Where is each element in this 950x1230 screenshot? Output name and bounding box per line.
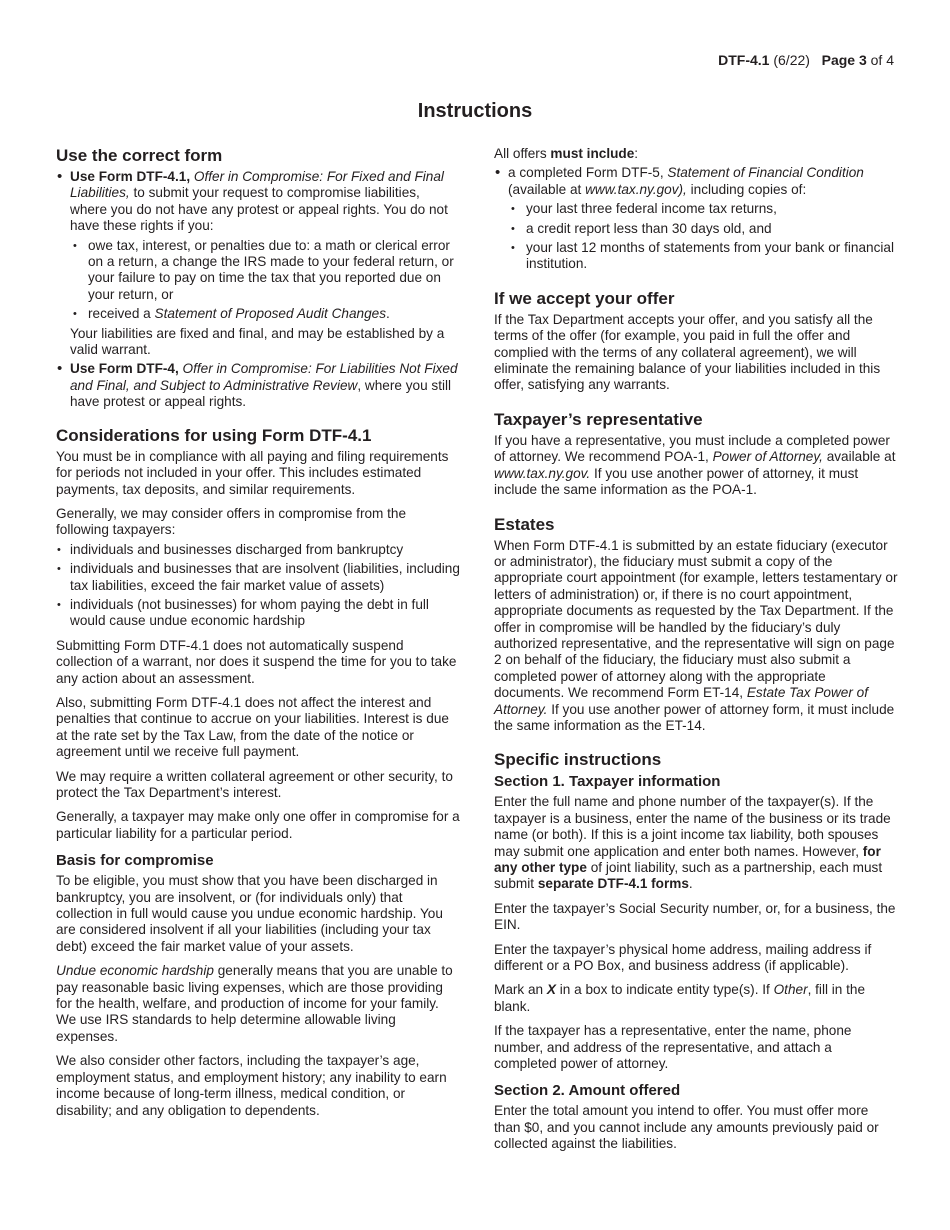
paragraph: We may require a written collateral agreement or other security, to protect the Tax Department’s interest. <box>56 768 453 800</box>
list-item: • your last three federal income tax returns, <box>508 201 898 217</box>
paragraph: Mark an X in a box to indicate entity type(s). If Other, fill in the blank. <box>494 982 866 1014</box>
paragraph: Undue economic hardship generally means that you are unable to pay reasonable basic living expenses, which are those providing for the health, welfare, and production of income for your family. We use IRS standards to help determine allowable living expenses. <box>56 963 453 1044</box>
paragraph: All offers must include: <box>494 146 639 161</box>
list-item: • owe tax, interest, or penalties due to: a math or clerical error on a return, a change the IRS made to your federal return, or your failure to pay on time the tax that you reported due on your return, or <box>70 238 460 304</box>
page-total: of 4 <box>870 52 894 68</box>
section-heading-estates: Estates <box>494 514 555 534</box>
list-item: • Use Form DTF-4, Offer in Compromise: For Liabilities Not Fixed and Final, and Subject to Administrative Review, where you still have protest or appeal rights. <box>56 361 460 410</box>
page-title: Instructions <box>417 100 533 122</box>
paragraph: Enter the total amount you intend to offer. You must offer more than $0, and you cannot include any amounts previously paid or collected against the liabilities. <box>494 1103 879 1152</box>
section-heading-amount-offered: Section 2. Amount offered <box>494 1082 681 1100</box>
paragraph: Submitting Form DTF-4.1 does not automatically suspend collection of a warrant, nor does it suspend the time for you to take any action about an assessment. <box>56 637 457 686</box>
left-column <box>56 146 460 1127</box>
section-heading-taxpayer-info: Section 1. Taxpayer information <box>494 773 721 791</box>
section-heading-use-correct-form: Use the correct form <box>56 146 223 165</box>
paragraph: If you have a representative, you must include a completed power of attorney. We recommend POA-1, Power of Attorney, available at www.tax.ny.gov. If you use another power of attorney, it must include the same information as the POA-1. <box>494 432 896 498</box>
paragraph: Generally, a taxpayer may make only one offer in compromise for a particular liability for a particular period. <box>56 809 460 841</box>
list-item: • your last 12 months of statements from your bank or financial institution. <box>508 240 898 273</box>
sub-list <box>70 238 460 323</box>
paragraph: When Form DTF-4.1 is submitted by an estate fiduciary (executor or administrator), the fiduciary must submit a copy of the appropriate court appointment (for example, letters testamentary or letters of administration) or, if there is no court appointment, appropriate documents as requested by the Tax Department. If the offer in compromise will be handled by the fiduciary’s duly authorized representative, and the representative will sign on page 2 on behalf of the fiduciary, the fiduciary must also submit a completed power of attorney along with the appropriate documents. We recommend Form ET-14, Estate Tax Power of Attorney. If you use another power of attorney form, it must include the same information as the ET-14. <box>494 537 898 733</box>
list-item: • Use Form DTF-4.1, Offer in Compromise: For Fixed and Final Liabilities, to submit your request to compromise liabilities, where you do not have any protest or appeal rights. You do not have these rights if you: • owe tax, interest, or penalties due to: a math or clerical error on a return, a change the IRS made to your federal return, or your failure to pay on time the tax that you reported due on your return, or • received a Statement of Proposed Audit Changes. Your liabilities are fixed and final, and may be established by a valid warrant. <box>56 169 460 358</box>
form-revision: (6/22) <box>773 52 810 68</box>
list-item: • individuals and businesses discharged from bankruptcy <box>56 542 460 558</box>
paragraph: If the taxpayer has a representative, enter the name, phone number, and address of the representative, and attach a completed power of attorney. <box>494 1023 852 1072</box>
must-include-list <box>494 165 898 272</box>
section-heading-basis: Basis for compromise <box>56 852 214 870</box>
list-item: • a completed Form DTF-5, Statement of Financial Condition (available at www.tax.ny.gov), including copies of: • your last three federal income tax returns, • a credit report less than 30 days old, and • your last 12 months of statements from your bank or financial institution. <box>494 165 898 272</box>
section-heading-representative: Taxpayer’s representative <box>494 409 703 429</box>
paragraph: Enter the full name and phone number of the taxpayer(s). If the taxpayer is a business, enter the name of the business or its trade name (or both). If this is a joint income tax liability, both spouses may submit one application and enter both names. However, for any other type of joint liability, such as a partnership, each must submit separate DTF-4.1 forms. <box>494 794 891 892</box>
paragraph: Generally, we may consider offers in compromise from the following taxpayers: <box>56 505 407 538</box>
list-item: • individuals (not businesses) for whom paying the debt in full would cause undue economic hardship <box>56 597 460 630</box>
list-item: • individuals and businesses that are insolvent (liabilities, including tax liabilities, exceed the fair market value of assets) <box>56 561 460 594</box>
sub-list <box>508 201 898 273</box>
section-heading-accept-offer: If we accept your offer <box>494 288 675 308</box>
paragraph: Enter the taxpayer’s physical home address, mailing address if different or a PO Box, and business address (if applicable). <box>494 941 872 974</box>
paragraph: Your liabilities are fixed and final, and may be established by a valid warrant. <box>70 325 445 358</box>
right-column <box>494 146 898 1161</box>
list-item: • a credit report less than 30 days old, and <box>508 221 898 237</box>
taxpayer-type-list <box>56 542 460 630</box>
paragraph: Also, submitting Form DTF-4.1 does not affect the interest and penalties that continue to accrue on your liabilities. Interest is due at the rate set by the Tax Law, from the date of the notice or agreement until we receive full payment. <box>56 694 449 760</box>
paragraph: To be eligible, you must show that you have been discharged in bankruptcy, you are insolvent, or (for individuals only) that collection in full would cause you undue economic hardship. You are considered insolvent if all your liabilities (including your tax debt) exceed the fair market value of your assets. <box>56 873 443 954</box>
section-heading-considerations: Considerations for using Form DTF-4.1 <box>56 425 372 445</box>
page-number: Page 3 <box>821 52 867 68</box>
form-number: DTF-4.1 <box>718 52 770 68</box>
section-heading-specific-instructions: Specific instructions <box>494 750 662 770</box>
paragraph: You must be in compliance with all paying and filing requirements for periods not included in your offer. This includes estimated payments, tax deposits, and similar requirements. <box>56 448 449 497</box>
list-item: • received a Statement of Proposed Audit Changes. <box>70 306 460 322</box>
paragraph: We also consider other factors, including the taxpayer’s age, employment status, and employment history; any inability to earn income because of long-term illness, medical condition, or disability; and any obligation to dependents. <box>56 1053 447 1118</box>
paragraph: If the Tax Department accepts your offer, and you satisfy all the terms of the offer (for example, you paid in full the offer and complied with the terms of any collateral agreement), we will eliminate the remaining balance of your liabilities included in this offer, satisfying any warrants. <box>494 311 881 393</box>
page-header <box>718 52 894 68</box>
form-choice-list <box>56 169 460 411</box>
paragraph: Enter the taxpayer’s Social Security number, or, for a business, the EIN. <box>494 900 896 933</box>
